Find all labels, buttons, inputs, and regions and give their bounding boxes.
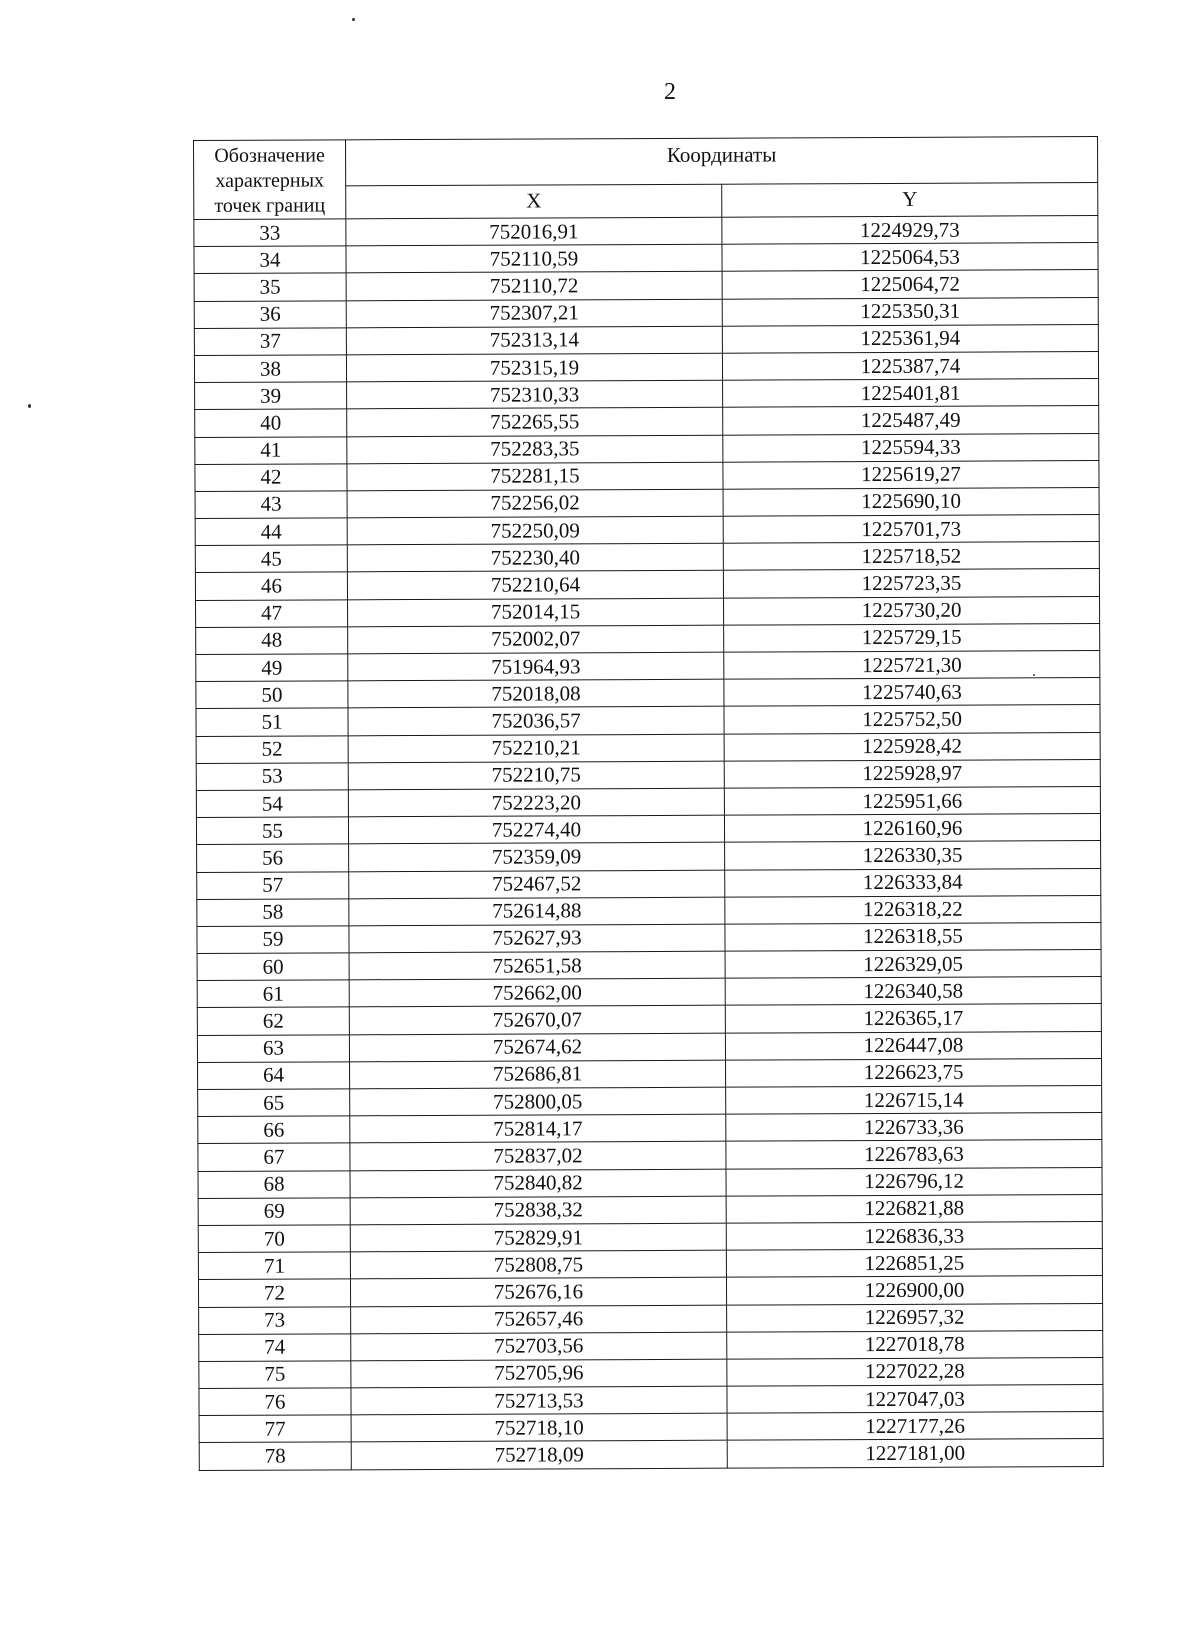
point-number-cell: 63 xyxy=(197,1034,349,1062)
x-coordinate-cell: 752315,19 xyxy=(346,353,722,382)
y-coordinate-cell: 1225487,49 xyxy=(723,406,1099,435)
point-number-cell: 73 xyxy=(199,1306,351,1334)
point-number-cell: 41 xyxy=(195,436,347,464)
point-number-cell: 48 xyxy=(196,627,348,655)
point-number-cell: 38 xyxy=(194,355,346,383)
y-coordinate-cell: 1225619,27 xyxy=(723,460,1099,489)
x-coordinate-cell: 752281,15 xyxy=(347,462,723,491)
y-coordinate-cell: 1226318,55 xyxy=(725,922,1101,951)
table-row xyxy=(197,950,1101,981)
table-row xyxy=(198,1058,1102,1089)
point-number-cell: 43 xyxy=(195,491,347,519)
point-number-cell: 40 xyxy=(195,409,347,437)
point-number-cell: 74 xyxy=(199,1334,351,1362)
x-coordinate-cell: 752718,10 xyxy=(351,1413,727,1442)
y-coordinate-cell: 1226365,17 xyxy=(725,1004,1101,1033)
table-row xyxy=(198,1086,1102,1117)
y-coordinate-cell: 1225690,10 xyxy=(723,487,1099,516)
x-coordinate-cell: 752814,17 xyxy=(350,1114,726,1143)
x-column-header: X xyxy=(346,184,722,219)
table-row xyxy=(197,922,1101,953)
y-coordinate-cell: 1225594,33 xyxy=(723,433,1099,462)
y-coordinate-cell: 1226447,08 xyxy=(725,1031,1101,1060)
y-coordinate-cell: 1225928,42 xyxy=(724,732,1100,761)
x-coordinate-cell: 752703,56 xyxy=(351,1332,727,1361)
point-number-cell: 58 xyxy=(197,899,349,927)
point-number-cell: 45 xyxy=(195,545,347,573)
y-coordinate-cell: 1225721,30 xyxy=(724,651,1100,680)
x-coordinate-cell: 752713,53 xyxy=(351,1386,727,1415)
x-coordinate-cell: 752310,33 xyxy=(347,380,723,409)
point-number-cell: 61 xyxy=(197,980,349,1008)
table-row xyxy=(196,786,1100,817)
y-coordinate-cell: 1226329,05 xyxy=(725,950,1101,979)
scan-speck xyxy=(1033,674,1035,676)
x-coordinate-cell: 752307,21 xyxy=(346,299,722,328)
table-row xyxy=(194,351,1098,382)
y-coordinate-cell: 1225064,72 xyxy=(722,270,1098,299)
y-coordinate-cell: 1227181,00 xyxy=(727,1439,1103,1468)
y-coordinate-cell: 1226733,36 xyxy=(726,1113,1102,1142)
point-number-cell: 44 xyxy=(195,518,347,546)
point-number-cell: 33 xyxy=(194,219,346,247)
x-coordinate-cell: 752657,46 xyxy=(351,1305,727,1334)
y-coordinate-cell: 1225064,53 xyxy=(722,243,1098,272)
x-coordinate-cell: 752110,59 xyxy=(346,244,722,273)
x-coordinate-cell: 752808,75 xyxy=(350,1250,726,1279)
table-row xyxy=(195,406,1099,437)
table-row xyxy=(196,732,1100,763)
table-row xyxy=(196,678,1100,709)
table-row xyxy=(198,1221,1102,1252)
header-row-group xyxy=(194,137,1098,187)
table-row xyxy=(199,1330,1103,1361)
point-number-cell: 64 xyxy=(198,1062,350,1090)
x-coordinate-cell: 752210,64 xyxy=(347,571,723,600)
table-row xyxy=(196,651,1100,682)
table-row xyxy=(198,1276,1102,1307)
point-number-cell: 72 xyxy=(198,1279,350,1307)
point-number-cell: 35 xyxy=(194,273,346,301)
coordinates-table xyxy=(193,136,1104,1471)
x-coordinate-cell: 752313,14 xyxy=(346,326,722,355)
table-body xyxy=(194,216,1103,1471)
table-row xyxy=(195,487,1099,518)
table-row xyxy=(197,841,1101,872)
table-row xyxy=(198,1194,1102,1225)
x-coordinate-cell: 752651,58 xyxy=(349,951,725,980)
point-number-cell: 71 xyxy=(198,1252,350,1280)
page-number: 2 xyxy=(664,79,676,105)
point-number-cell: 34 xyxy=(194,246,346,274)
y-column-header: Y xyxy=(722,182,1098,217)
table-row xyxy=(195,515,1099,546)
point-number-cell: 78 xyxy=(199,1442,351,1470)
y-coordinate-cell: 1225740,63 xyxy=(724,678,1100,707)
x-coordinate-cell: 752838,32 xyxy=(350,1196,726,1225)
y-coordinate-cell: 1227047,03 xyxy=(727,1385,1103,1414)
x-coordinate-cell: 752002,07 xyxy=(348,625,724,654)
table-row xyxy=(198,1167,1102,1198)
x-coordinate-cell: 752686,81 xyxy=(350,1060,726,1089)
x-coordinate-cell: 752674,62 xyxy=(349,1033,725,1062)
x-coordinate-cell: 752230,40 xyxy=(347,543,723,572)
point-number-cell: 54 xyxy=(196,790,348,818)
y-coordinate-cell: 1225752,50 xyxy=(724,705,1100,734)
y-coordinate-cell: 1226623,75 xyxy=(726,1058,1102,1087)
y-coordinate-cell: 1226836,33 xyxy=(726,1221,1102,1250)
table-row xyxy=(197,895,1101,926)
table-row xyxy=(195,542,1099,573)
point-number-cell: 50 xyxy=(196,681,348,709)
y-coordinate-cell: 1225350,31 xyxy=(722,297,1098,326)
x-coordinate-cell: 752705,96 xyxy=(351,1359,727,1388)
y-coordinate-cell: 1225730,20 xyxy=(724,596,1100,625)
x-coordinate-cell: 752110,72 xyxy=(346,272,722,301)
table-row xyxy=(195,460,1099,491)
table-row xyxy=(198,1113,1102,1144)
table-row xyxy=(196,759,1100,790)
table-row xyxy=(195,569,1099,600)
table-row xyxy=(199,1303,1103,1334)
scan-speck xyxy=(28,404,31,408)
table-row xyxy=(194,324,1098,355)
x-coordinate-cell: 752718,09 xyxy=(351,1441,727,1470)
x-coordinate-cell: 752256,02 xyxy=(347,489,723,518)
point-number-cell: 69 xyxy=(198,1198,350,1226)
y-coordinate-cell: 1225729,15 xyxy=(724,623,1100,652)
table-row xyxy=(195,433,1099,464)
table-row xyxy=(196,623,1100,654)
y-coordinate-cell: 1225723,35 xyxy=(723,569,1099,598)
point-number-cell: 39 xyxy=(195,382,347,410)
x-coordinate-cell: 752283,35 xyxy=(347,435,723,464)
point-number-cell: 47 xyxy=(196,599,348,627)
y-coordinate-cell: 1226957,32 xyxy=(727,1303,1103,1332)
point-number-cell: 51 xyxy=(196,708,348,736)
point-number-cell: 77 xyxy=(199,1415,351,1443)
y-coordinate-cell: 1225928,97 xyxy=(724,759,1100,788)
y-coordinate-cell: 1226900,00 xyxy=(726,1276,1102,1305)
point-number-cell: 57 xyxy=(197,871,349,899)
x-coordinate-cell: 752036,57 xyxy=(348,707,724,736)
y-coordinate-cell: 1225951,66 xyxy=(724,786,1100,815)
table-row xyxy=(199,1357,1103,1388)
x-coordinate-cell: 752467,52 xyxy=(349,870,725,899)
point-number-cell: 53 xyxy=(196,763,348,791)
table-row xyxy=(198,1140,1102,1171)
x-coordinate-cell: 752614,88 xyxy=(349,897,725,926)
x-coordinate-cell: 752829,91 xyxy=(350,1223,726,1252)
x-coordinate-cell: 752250,09 xyxy=(347,516,723,545)
point-number-cell: 70 xyxy=(198,1225,350,1253)
point-number-cell: 36 xyxy=(194,300,346,328)
table-row xyxy=(194,297,1098,328)
table-row xyxy=(196,596,1100,627)
point-number-cell: 76 xyxy=(199,1388,351,1416)
y-coordinate-cell: 1224929,73 xyxy=(722,216,1098,245)
x-coordinate-cell: 752627,93 xyxy=(349,924,725,953)
table-header xyxy=(194,137,1098,220)
y-coordinate-cell: 1227177,26 xyxy=(727,1412,1103,1441)
x-coordinate-cell: 752014,15 xyxy=(348,598,724,627)
point-number-cell: 60 xyxy=(197,953,349,981)
y-coordinate-cell: 1226715,14 xyxy=(726,1086,1102,1115)
table-row xyxy=(197,1031,1101,1062)
x-coordinate-cell: 752359,09 xyxy=(349,842,725,871)
table-row xyxy=(197,1004,1101,1035)
point-number-cell: 66 xyxy=(198,1116,350,1144)
x-coordinate-cell: 752223,20 xyxy=(348,788,724,817)
y-coordinate-cell: 1226783,63 xyxy=(726,1140,1102,1169)
x-coordinate-cell: 752662,00 xyxy=(349,978,725,1007)
point-number-cell: 55 xyxy=(196,817,348,845)
x-coordinate-cell: 752210,75 xyxy=(348,761,724,790)
table-row xyxy=(197,977,1101,1008)
table-row xyxy=(194,216,1098,247)
point-number-cell: 52 xyxy=(196,735,348,763)
y-coordinate-cell: 1225361,94 xyxy=(722,324,1098,353)
x-coordinate-cell: 752676,16 xyxy=(350,1277,726,1306)
table-row xyxy=(196,705,1100,736)
table-row xyxy=(199,1412,1103,1443)
x-coordinate-cell: 751964,93 xyxy=(348,652,724,681)
table-row xyxy=(197,868,1101,899)
y-coordinate-cell: 1227022,28 xyxy=(727,1357,1103,1386)
table-row xyxy=(199,1385,1103,1416)
coordinates-header: Координаты xyxy=(346,137,1098,186)
point-number-cell: 67 xyxy=(198,1143,350,1171)
table-row xyxy=(196,814,1100,845)
point-number-cell: 42 xyxy=(195,464,347,492)
x-coordinate-cell: 752800,05 xyxy=(350,1087,726,1116)
point-number-cell: 49 xyxy=(196,654,348,682)
point-number-cell: 75 xyxy=(199,1361,351,1389)
table-row xyxy=(198,1249,1102,1280)
x-coordinate-cell: 752210,21 xyxy=(348,734,724,763)
point-number-cell: 37 xyxy=(194,328,346,356)
x-coordinate-cell: 752016,91 xyxy=(346,217,722,246)
scan-speck xyxy=(352,18,355,21)
point-number-cell: 65 xyxy=(198,1089,350,1117)
y-coordinate-cell: 1225718,52 xyxy=(723,542,1099,571)
y-coordinate-cell: 1226340,58 xyxy=(725,977,1101,1006)
point-label-header: Обозначение характерных точек границ xyxy=(194,140,346,220)
x-coordinate-cell: 752018,08 xyxy=(348,679,724,708)
x-coordinate-cell: 752840,82 xyxy=(350,1169,726,1198)
y-coordinate-cell: 1226160,96 xyxy=(724,814,1100,843)
y-coordinate-cell: 1226318,22 xyxy=(725,895,1101,924)
y-coordinate-cell: 1225401,81 xyxy=(723,379,1099,408)
point-number-cell: 62 xyxy=(197,1007,349,1035)
point-number-cell: 56 xyxy=(197,844,349,872)
y-coordinate-cell: 1227018,78 xyxy=(727,1330,1103,1359)
x-coordinate-cell: 752837,02 xyxy=(350,1142,726,1171)
y-coordinate-cell: 1226821,88 xyxy=(726,1194,1102,1223)
table-row xyxy=(195,379,1099,410)
x-coordinate-cell: 752274,40 xyxy=(348,815,724,844)
y-coordinate-cell: 1226796,12 xyxy=(726,1167,1102,1196)
table-row xyxy=(194,270,1098,301)
point-number-cell: 59 xyxy=(197,926,349,954)
x-coordinate-cell: 752670,07 xyxy=(349,1006,725,1035)
y-coordinate-cell: 1225701,73 xyxy=(723,515,1099,544)
point-number-cell: 68 xyxy=(198,1170,350,1198)
x-coordinate-cell: 752265,55 xyxy=(347,408,723,437)
point-number-cell: 46 xyxy=(195,572,347,600)
y-coordinate-cell: 1225387,74 xyxy=(722,351,1098,380)
table-row xyxy=(199,1439,1103,1470)
table-row xyxy=(194,243,1098,274)
y-coordinate-cell: 1226851,25 xyxy=(726,1249,1102,1278)
y-coordinate-cell: 1226330,35 xyxy=(725,841,1101,870)
y-coordinate-cell: 1226333,84 xyxy=(725,868,1101,897)
